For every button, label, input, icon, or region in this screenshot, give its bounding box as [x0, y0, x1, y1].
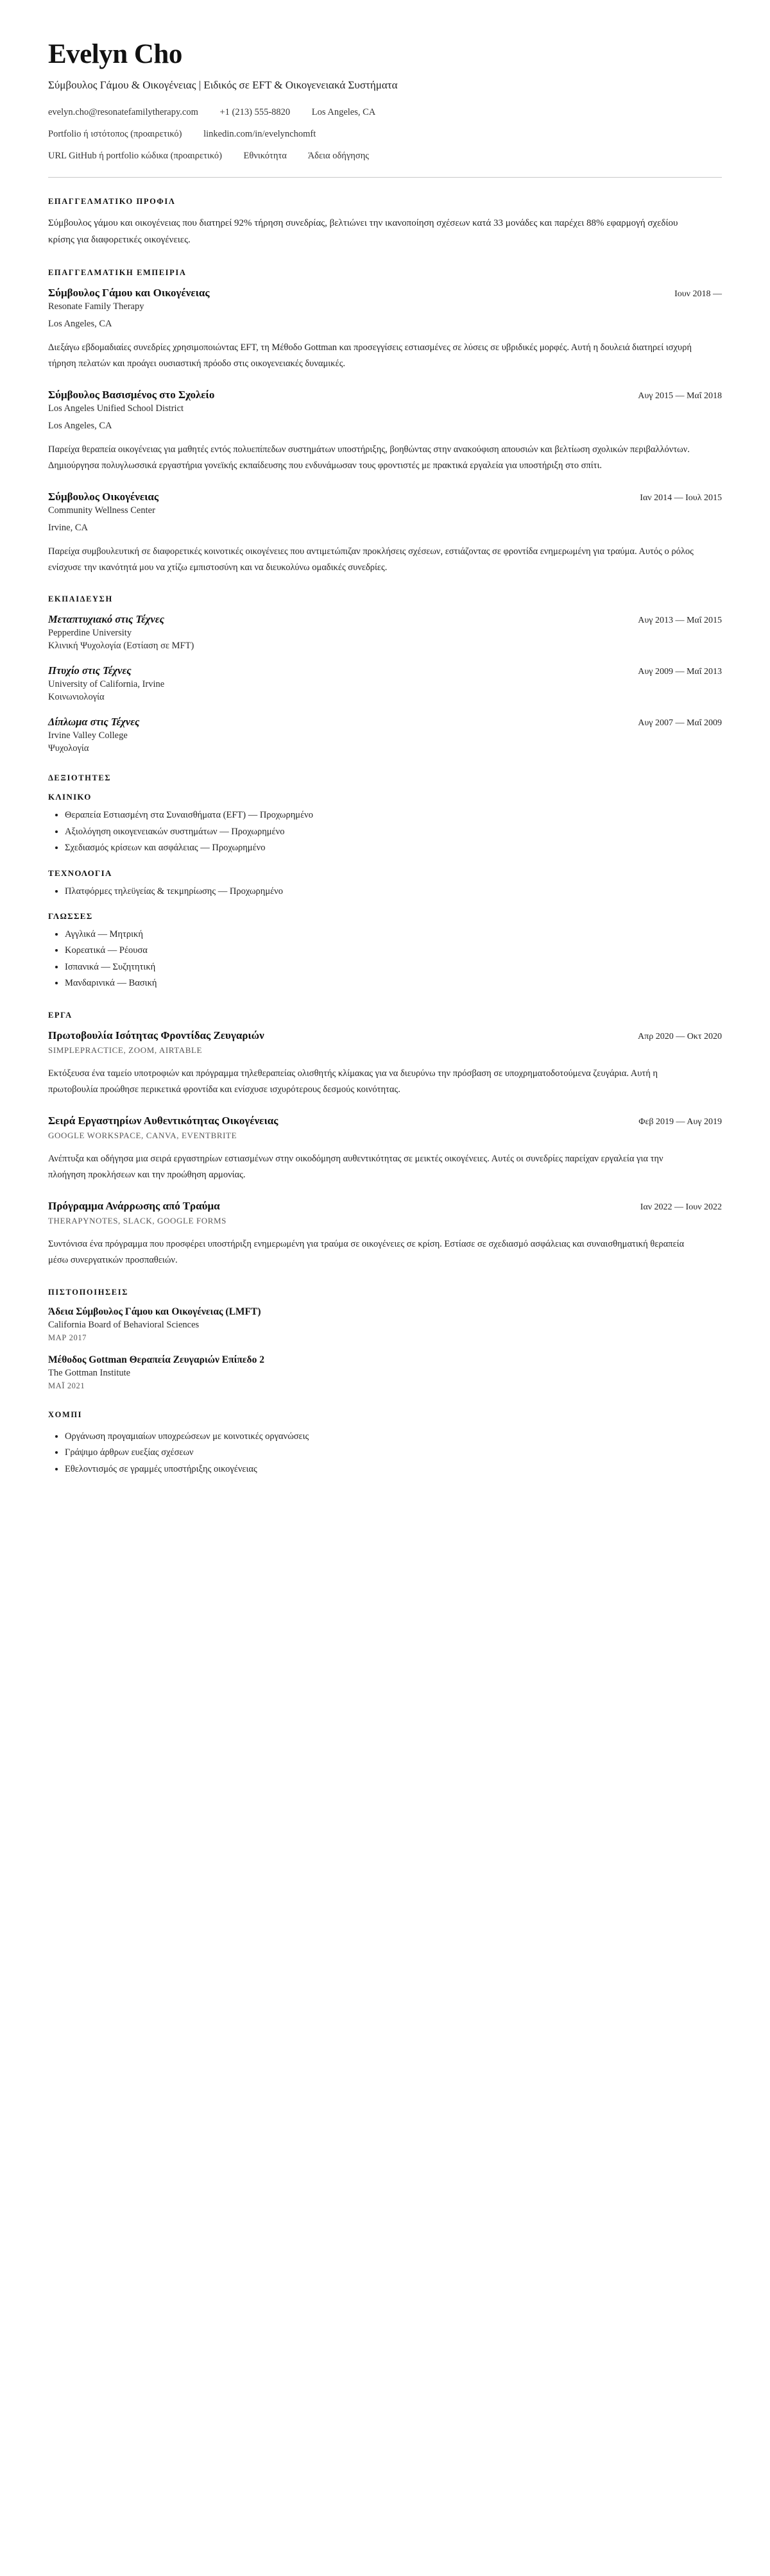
contact-row-links: [48, 128, 722, 142]
certification-date: ΜΑΪ 2021: [48, 1381, 85, 1391]
education-item: [48, 664, 722, 703]
project-item: [48, 1029, 722, 1098]
contact-row-primary: [48, 106, 722, 120]
project-description: Συντόνισα ένα πρόγραμμα που προσφέρει υποστήριξη ενημερωμένη για τραύμα σε οικογένειες σε κρίση. Εστίασε σε σχεδιασμό ασφάλειας και συναισθηματική θεραπεία μέσω συνεργατικών προσπαθειών.: [48, 1239, 685, 1266]
phone-text: +1 (213) 555-8820: [219, 107, 291, 117]
project-item-head: [48, 1200, 722, 1213]
skill-item: • Αξιολόγηση οικογενειακών συστημάτων — Προχωρημένο: [65, 824, 722, 840]
certification-name: Άδεια Σύμβουλος Γάμου και Οικογένειας (LMFT): [48, 1306, 261, 1318]
skill-item: • Πλατφόρμες τηλεϋγείας & τεκμηρίωσης — Προχωρημένο: [65, 884, 722, 900]
education-school: University of California, Irvine: [48, 679, 165, 690]
project-date: Ιαν 2022 — Ιουν 2022: [640, 1202, 722, 1213]
experience-item: [48, 287, 722, 372]
education-date: Αυγ 2007 — Μαΐ 2009: [638, 718, 722, 728]
skill-group: [48, 911, 722, 992]
project-name: Πρόγραμμα Ανάρρωσης από Τραύμα: [48, 1200, 220, 1213]
section-hobbies: [48, 1410, 722, 1477]
project-name: Πρωτοβουλία Ισότητας Φροντίδας Ζευγαριών: [48, 1029, 264, 1042]
profile-text: Σύμβουλος γάμου και οικογένειας που διατηρεί 92% τήρηση συνεδρίας, βελτιώνει την ικανοποίηση σχέσεων κατά 33 μονάδες και παρέχει 88% εφαρμογή σχεδίου κρίσης για διαφορετικές οικογένειες.: [48, 218, 678, 246]
education-field: Κλινική Ψυχολογία (Εστίαση σε MFT): [48, 641, 194, 652]
experience-location: Los Angeles, CA: [48, 318, 112, 329]
experience-company: Los Angeles Unified School District: [48, 403, 184, 414]
education-item: [48, 716, 722, 754]
project-name: Σειρά Εργαστηρίων Αυθεντικότητας Οικογένειας: [48, 1115, 278, 1127]
project-description: Εκτόξευσα ένα ταμείο υποτροφιών και πρόγραμμα τηλεθεραπείας ολισθητής κλίμακας για να διευρύνω την πρόσβαση σε υποχρηματοδοτούμενα ζευγάρια. Αυτή η πρωτοβουλία προώθησε περικετικά φροντίδα και ενίσχυσε ισχυρότερους δεσμούς κοινότητας.: [48, 1068, 658, 1095]
portfolio-link[interactable]: Portfolio ή ιστότοπος (προαιρετικό): [48, 128, 182, 139]
education-item-head: [48, 664, 722, 677]
experience-description: Διεξάγω εβδομαδιαίες συνεδρίες χρησιμοποιώντας EFT, τη Μέθοδο Gottman και προσεγγίσεις εστιασμένες σε λύσεις σε υβριδικές μορφές. Αυτή η δουλειά διατηρεί ισχυρή τήρηση πελατών και προάγει ουσιαστική πρόοδο στις οικογενειακές δυναμικές.: [48, 342, 692, 369]
header-divider: [48, 177, 722, 178]
skill-item: • Αγγλικά — Μητρική: [65, 927, 722, 943]
experience-item: [48, 491, 722, 576]
section-education: [48, 594, 722, 754]
experience-date: Αυγ 2015 — Μαΐ 2018: [638, 391, 722, 401]
section-certifications: [48, 1288, 722, 1391]
section-experience: [48, 268, 722, 576]
skill-item: • Σχεδιασμός κρίσεων και ασφάλειας — Προχωρημένο: [65, 840, 722, 856]
certification-date: ΜΑΡ 2017: [48, 1333, 87, 1343]
project-tags: SIMPLEPRACTICE, ZOOM, AIRTABLE: [48, 1045, 203, 1056]
experience-item-head: [48, 389, 722, 401]
experience-item-head: [48, 287, 722, 299]
github-link[interactable]: URL GitHub ή portfolio κώδικα (προαιρετικό): [48, 150, 222, 161]
education-date: Αυγ 2013 — Μαΐ 2015: [638, 616, 722, 626]
professional-headline: Σύμβουλος Γάμου & Οικογένειας | Ειδικός σε EFT & Οικογενειακά Συστήματα: [48, 79, 398, 91]
skill-item: • Κορεατικά — Ρέουσα: [65, 943, 722, 959]
skill-category: ΤΕΧΝΟΛΟΓΙΑ: [48, 868, 112, 878]
experience-item-head: [48, 491, 722, 503]
linkedin-link[interactable]: linkedin.com/in/evelynchomft: [203, 128, 316, 139]
education-item-head: [48, 613, 722, 626]
project-item-head: [48, 1115, 722, 1127]
education-field: Κοινωνιολογία: [48, 692, 105, 703]
page-title: Evelyn Cho: [48, 39, 182, 69]
hobby-item: • Εθελοντισμός σε γραμμές υποστήριξης οικογένειας: [65, 1461, 722, 1477]
section-title-projects: ΕΡΓΑ: [48, 1011, 73, 1020]
section-title-profile: ΕΠΑΓΓΕΛΜΑΤΙΚΟ ΠΡΟΦΙΛ: [48, 197, 176, 206]
education-school: Irvine Valley College: [48, 730, 128, 741]
certification-item: [48, 1306, 722, 1343]
education-date: Αυγ 2009 — Μαΐ 2013: [638, 667, 722, 677]
project-item: [48, 1200, 722, 1268]
skill-category: ΚΛΙΝΙΚΟ: [48, 792, 92, 802]
skill-item: • Θεραπεία Εστιασμένη στα Συναισθήματα (EFT) — Προχωρημένο: [65, 807, 722, 823]
section-profile: [48, 197, 722, 249]
certification-issuer: California Board of Behavioral Sciences: [48, 1320, 200, 1331]
skill-group: [48, 792, 722, 856]
section-title-education: ΕΚΠΑΙΔΕΥΣΗ: [48, 594, 113, 604]
experience-date: Ιουν 2018 —: [674, 289, 722, 299]
email-text: evelyn.cho@resonatefamilytherapy.com: [48, 107, 198, 117]
skill-category: ΓΛΩΣΣΕΣ: [48, 911, 93, 921]
skill-list: [48, 884, 722, 900]
certification-item: [48, 1354, 722, 1391]
location-text: Los Angeles, CA: [311, 107, 376, 117]
experience-description: Παρείχα συμβουλευτική σε διαφορετικές κοινοτικές οικογένειες που αντιμετώπιζαν προκλήσεις σχέσεων, εστιάζοντας σε φροντίδα ενημερωμένη για τραύμα. Αυτός ο ρόλος ενίσχυσε την ικανότητά μου να χτίζω εμπιστοσύνη και να διευκολύνω ομαδικές συνεδρίες.: [48, 546, 694, 573]
skill-item: • Ισπανικά — Συζητητική: [65, 959, 722, 975]
hobby-list: [48, 1429, 722, 1477]
project-item-head: [48, 1029, 722, 1042]
education-school: Pepperdine University: [48, 628, 132, 639]
section-skills: [48, 773, 722, 991]
section-title-hobbies: ΧΟΜΠΙ: [48, 1410, 83, 1420]
skill-group: [48, 868, 722, 900]
certification-issuer: The Gottman Institute: [48, 1368, 131, 1379]
nationality-text: Εθνικότητα: [243, 150, 287, 161]
project-date: Φεβ 2019 — Αυγ 2019: [638, 1117, 722, 1127]
skill-item: • Μανδαρινικά — Βασική: [65, 975, 722, 991]
experience-location: Irvine, CA: [48, 522, 89, 533]
project-tags: THERAPYNOTES, SLACK, GOOGLE FORMS: [48, 1216, 227, 1226]
section-projects: [48, 1011, 722, 1268]
project-item: [48, 1115, 722, 1183]
experience-item: [48, 389, 722, 474]
experience-location: Los Angeles, CA: [48, 420, 112, 431]
skill-list: [48, 927, 722, 992]
education-degree: Μεταπτυχιακό στις Τέχνες: [48, 613, 165, 626]
experience-description: Παρείχα θεραπεία οικογένειας για μαθητές εντός πολυεπίπεδων συστημάτων υποστήριξης, βοηθώντας στην ανακούφιση απουσιών και βελτίωση σχολικών περιβαλλόντων. Δημιούργησα πολυγλωσσικά εργαστήρια γονεϊκής εκπαίδευσης που ενδυνάμωσαν τους φροντιστές με πρακτικά εργαλεία για υποστήριξη στο σπίτι.: [48, 444, 690, 471]
education-item-head: [48, 716, 722, 728]
section-title-certifications: ΠΙΣΤΟΠΟΙΗΣΕΙΣ: [48, 1288, 128, 1297]
hobby-item: • Οργάνωση προγαμιαίων υποχρεώσεων με κοινοτικές οργανώσεις: [65, 1429, 722, 1445]
experience-role: Σύμβουλος Οικογένειας: [48, 490, 159, 503]
hobby-item: • Γράψιμο άρθρων ευεξίας σχέσεων: [65, 1445, 722, 1461]
section-title-skills: ΔΕΞΙΟΤΗΤΕΣ: [48, 773, 112, 783]
education-degree: Πτυχίο στις Τέχνες: [48, 664, 132, 677]
education-field: Ψυχολογία: [48, 743, 89, 754]
project-date: Απρ 2020 — Οκτ 2020: [638, 1032, 722, 1042]
experience-company: Community Wellness Center: [48, 505, 155, 516]
education-degree: Δίπλωμα στις Τέχνες: [48, 716, 140, 728]
education-item: [48, 613, 722, 652]
certification-name: Μέθοδος Gottman Θεραπεία Ζευγαριών Επίπεδο 2: [48, 1354, 264, 1366]
experience-role: Σύμβουλος Γάμου και Οικογένειας: [48, 286, 210, 299]
experience-company: Resonate Family Therapy: [48, 301, 144, 312]
section-title-experience: ΕΠΑΓΓΕΛΜΑΤΙΚΗ ΕΜΠΕΙΡΙΑ: [48, 267, 187, 277]
driving-license-text: Άδεια οδήγησης: [307, 150, 370, 161]
experience-role: Σύμβουλος Βασισμένος στο Σχολείο: [48, 388, 215, 401]
skill-list: [48, 807, 722, 856]
experience-date: Ιαν 2014 — Ιουλ 2015: [640, 492, 722, 503]
project-description: Ανέπτυξα και οδήγησα μια σειρά εργαστηρίων εστιασμένων στην οικοδόμηση αυθεντικότητας σε μεικτές οικογένειες. Αυτές οι συνεδρίες παρείχαν εργαλεία για την πλοήγηση προκλήσεων και την προώθηση αρμονίας.: [48, 1154, 663, 1181]
contact-row-extra: [48, 149, 722, 164]
project-tags: GOOGLE WORKSPACE, CANVA, EVENTBRITE: [48, 1131, 237, 1141]
